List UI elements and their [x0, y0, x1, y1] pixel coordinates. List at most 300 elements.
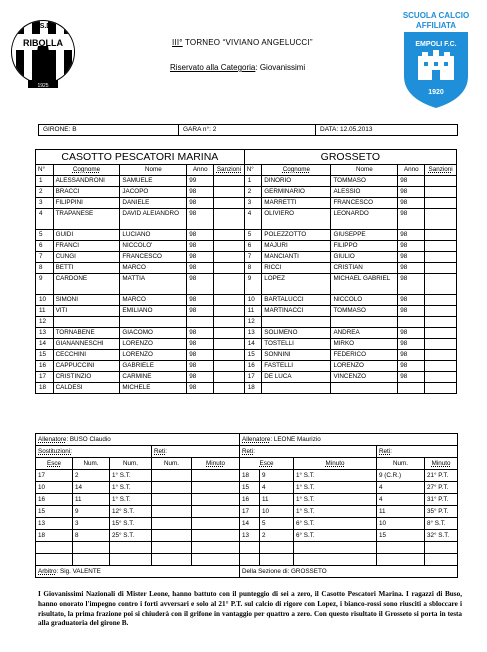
away-goals-label: Reti: — [377, 446, 458, 458]
home-goals-label: Reti: — [152, 446, 240, 458]
roster-cell: FRANCESCO — [331, 198, 398, 209]
svg-text:AFFILIATA: AFFILIATA — [415, 21, 457, 30]
referee: Arbitro: Sig. VALENTE — [36, 566, 240, 578]
roster-cell — [262, 383, 331, 394]
subs-row — [36, 542, 458, 554]
subs-cell: 6° S.T. — [294, 518, 377, 530]
roster-cell: 5 — [36, 230, 54, 241]
svg-text:1920: 1920 — [428, 89, 444, 96]
sanction-cell — [214, 198, 244, 209]
roster-cell: BETTI — [53, 263, 120, 274]
roster-cell: GIULIO — [331, 252, 398, 263]
svg-text:RIBOLLA: RIBOLLA — [23, 38, 63, 48]
roster-cell: LUCIANO — [120, 230, 187, 241]
home-subs-label: Sostituzioni: — [36, 446, 152, 458]
roster-cell: DE LUCA — [262, 372, 331, 383]
subs-cell: 1° S.T. — [110, 470, 152, 482]
roster-cell: GABRIELE — [120, 361, 187, 372]
subs-cell — [36, 542, 73, 554]
roster-cell: 17 — [36, 372, 54, 383]
subs-cell — [192, 518, 240, 530]
roster-cell: 98 — [398, 328, 425, 339]
subs-cell: 4 — [377, 494, 425, 506]
roster-cell: 9 — [244, 274, 262, 295]
roster-cell: FEDERICO — [331, 350, 398, 361]
roster-cell: DINORIO — [262, 176, 331, 187]
roster-cell: CALDESI — [53, 383, 120, 394]
roster-cell: NICCOLO — [331, 295, 398, 306]
subs-row — [36, 518, 458, 530]
sanction-cell — [214, 263, 244, 274]
subs-row — [36, 530, 458, 542]
roster-cell: 15 — [36, 350, 54, 361]
roster-cell: 5 — [244, 230, 262, 241]
sanction-cell — [425, 328, 457, 339]
roster-cell: LEONARDO — [331, 209, 398, 230]
roster-cell: ALESSANDRONI — [53, 176, 120, 187]
subs-cell — [192, 470, 240, 482]
roster-cell: 6 — [36, 241, 54, 252]
roster-row — [36, 328, 457, 339]
subs-cell: 12° S.T. — [110, 506, 152, 518]
roster-cell: SOLIMENO — [262, 328, 331, 339]
roster-cell: 98 — [398, 306, 425, 317]
roster-cell: GERMINARIO — [262, 187, 331, 198]
roster-cell: MANCIANTI — [262, 252, 331, 263]
subs-cell — [152, 554, 192, 566]
roster-cell: 98 — [398, 339, 425, 350]
roster-cell: CAPPUCCINI — [53, 361, 120, 372]
roster-row — [36, 187, 457, 198]
roster-cell: CECCHINI — [53, 350, 120, 361]
subs-row — [36, 470, 458, 482]
subs-row — [36, 506, 458, 518]
roster-cell: BRACCI — [53, 187, 120, 198]
roster-cell: 16 — [36, 361, 54, 372]
subs-cell — [377, 554, 425, 566]
roster-cell: 98 — [398, 241, 425, 252]
roster-table — [35, 149, 457, 394]
sanction-cell — [425, 176, 457, 187]
away-team-name: GROSSETO — [244, 150, 456, 165]
sanction-cell — [425, 339, 457, 350]
roster-cell: 98 — [398, 209, 425, 230]
roster-cell: MARTINACCI — [262, 306, 331, 317]
subs-cell — [192, 530, 240, 542]
roster-cell: BARTALUCCI — [262, 295, 331, 306]
subs-cell: 1° S.T. — [110, 482, 152, 494]
roster-cell: 98 — [398, 361, 425, 372]
data: DATA: 12.05.2013 — [316, 125, 458, 136]
sanction-cell — [425, 306, 457, 317]
subs-cell — [152, 518, 192, 530]
roster-cell: 2 — [244, 187, 262, 198]
sanction-cell — [214, 339, 244, 350]
roster-cell: LOPEZ — [262, 274, 331, 295]
sanction-cell — [425, 295, 457, 306]
roster-cell: POLEZZOTTO — [262, 230, 331, 241]
subs-cell: 25° S.T. — [110, 530, 152, 542]
subs-cell: 9 — [73, 506, 110, 518]
subs-cell: 15 — [36, 506, 73, 518]
subs-cell — [192, 482, 240, 494]
roster-cell: 98 — [187, 252, 214, 263]
roster-cell: ALESSIO — [331, 187, 398, 198]
subs-cell: 1° S.T. — [294, 482, 377, 494]
roster-cell: 98 — [398, 198, 425, 209]
roster-cell: 15 — [244, 350, 262, 361]
roster-cell: 1 — [36, 176, 54, 187]
roster-cell: 12 — [244, 317, 262, 328]
roster-cell: NICCOLO' — [120, 241, 187, 252]
roster-cell — [398, 317, 425, 328]
referee-section: Della Sezione di: GROSSETO — [240, 566, 458, 578]
roster-cell: LORENZO — [331, 361, 398, 372]
roster-cell: 98 — [187, 328, 214, 339]
roster-cell — [398, 383, 425, 394]
roster-cell: 4 — [244, 209, 262, 230]
roster-cell: GUIDI — [53, 230, 120, 241]
subs-cell: 11 — [260, 494, 294, 506]
subs-cell — [240, 554, 260, 566]
roster-cell: 99 — [187, 176, 214, 187]
away-coach: Allenatore: LEONE Maurizio — [240, 434, 458, 446]
subs-cell — [192, 554, 240, 566]
roster-cell: 98 — [398, 230, 425, 241]
roster-header: N° Cognome Nome Anno Sanzioni N° Cognome Nome Anno Sanzioni — [36, 165, 457, 176]
roster-cell: 6 — [244, 241, 262, 252]
subs-cell: 27° P.T. — [425, 482, 458, 494]
roster-cell: 98 — [187, 209, 214, 230]
roster-cell: FILIPPO — [331, 241, 398, 252]
sanction-cell — [214, 361, 244, 372]
subs-cell: 11 — [377, 506, 425, 518]
roster-cell: 2 — [36, 187, 54, 198]
sanction-cell — [425, 230, 457, 241]
roster-cell: CRISTIAN — [331, 263, 398, 274]
roster-cell: CRISTINZIO — [53, 372, 120, 383]
roster-row — [36, 339, 457, 350]
roster-cell: 98 — [187, 198, 214, 209]
roster-cell: 12 — [36, 317, 54, 328]
roster-cell: 18 — [36, 383, 54, 394]
roster-cell: MICHAEL GABRIEL — [331, 274, 398, 295]
subs-cell — [377, 542, 425, 554]
subs-cell — [294, 554, 377, 566]
sanction-cell — [425, 317, 457, 328]
sanction-cell — [214, 295, 244, 306]
subs-cell: 15 — [240, 482, 260, 494]
subs-cell: 11 — [73, 494, 110, 506]
roster-cell: 98 — [398, 350, 425, 361]
roster-row — [36, 317, 457, 328]
subs-cell: 2 — [260, 530, 294, 542]
subs-cell: 1° S.T. — [294, 506, 377, 518]
sanction-cell — [214, 252, 244, 263]
subs-cell: 21° P.T. — [425, 470, 458, 482]
subs-cell: 14 — [73, 482, 110, 494]
roster-cell: EMILIANO — [120, 306, 187, 317]
roster-cell: SAMUELE — [120, 176, 187, 187]
sanction-cell — [214, 176, 244, 187]
roster-cell: 17 — [244, 372, 262, 383]
roster-cell — [187, 317, 214, 328]
subs-cell — [192, 542, 240, 554]
subs-cell: 13 — [240, 530, 260, 542]
subs-cell: 10 — [36, 482, 73, 494]
subs-cell — [110, 542, 152, 554]
roster-cell: 98 — [398, 176, 425, 187]
roster-cell: 98 — [398, 187, 425, 198]
subs-cell — [192, 494, 240, 506]
ribolla-logo — [10, 6, 76, 110]
roster-cell: DAVID ALEIANDRO — [120, 209, 187, 230]
sanction-cell — [425, 350, 457, 361]
roster-row — [36, 230, 457, 241]
subs-cell: 4 — [260, 482, 294, 494]
roster-cell: MARRETTI — [262, 198, 331, 209]
roster-cell: TOMMASO — [331, 176, 398, 187]
sanction-cell — [214, 372, 244, 383]
roster-cell: 7 — [36, 252, 54, 263]
subs-cell: 8° S.T. — [425, 518, 458, 530]
roster-cell: 98 — [187, 372, 214, 383]
away-subs-label: Reti: — [240, 446, 377, 458]
roster-cell: 98 — [398, 372, 425, 383]
roster-cell: TRAPANESE — [53, 209, 120, 230]
subs-table — [35, 433, 458, 578]
subs-cell — [192, 506, 240, 518]
subs-cell: 17 — [240, 506, 260, 518]
roster-cell: 98 — [187, 263, 214, 274]
svg-text:A.S.D.: A.S.D. — [32, 23, 54, 30]
subs-cell: 16 — [240, 494, 260, 506]
subs-cell: 35° P.T. — [425, 506, 458, 518]
roster-cell: FASTELLI — [262, 361, 331, 372]
roster-cell — [262, 317, 331, 328]
roster-row — [36, 176, 457, 187]
sanction-cell — [425, 361, 457, 372]
roster-cell: VINCENZO — [331, 372, 398, 383]
roster-cell: 14 — [36, 339, 54, 350]
subs-cell — [152, 530, 192, 542]
match-info — [38, 124, 458, 136]
roster-cell: LORENZO — [120, 339, 187, 350]
roster-cell: 4 — [36, 209, 54, 230]
roster-cell — [331, 317, 398, 328]
sanction-cell — [425, 241, 457, 252]
roster-cell: DANIELE — [120, 198, 187, 209]
roster-cell: 98 — [187, 306, 214, 317]
sanction-cell — [425, 383, 457, 394]
roster-cell: 13 — [244, 328, 262, 339]
roster-cell: 3 — [244, 198, 262, 209]
sanction-cell — [214, 306, 244, 317]
subs-cell: 1° S.T. — [294, 470, 377, 482]
subs-cell — [294, 542, 377, 554]
roster-row — [36, 209, 457, 230]
home-coach: Allenatore: BUSO Claudio — [36, 434, 240, 446]
sanction-cell — [425, 187, 457, 198]
roster-cell: 10 — [244, 295, 262, 306]
sanction-cell — [214, 241, 244, 252]
subs-cell — [36, 554, 73, 566]
subs-row — [36, 494, 458, 506]
roster-cell: 98 — [398, 252, 425, 263]
roster-cell: 98 — [187, 339, 214, 350]
roster-cell: 98 — [398, 274, 425, 295]
subs-cell — [425, 542, 458, 554]
roster-cell: MARCO — [120, 295, 187, 306]
roster-cell: 3 — [36, 198, 54, 209]
subs-cell — [73, 554, 110, 566]
roster-cell: 9 — [36, 274, 54, 295]
roster-cell: 16 — [244, 361, 262, 372]
roster-row — [36, 372, 457, 383]
roster-cell: 8 — [36, 263, 54, 274]
roster-cell: 1 — [244, 176, 262, 187]
subs-cell: 31° P.T. — [425, 494, 458, 506]
roster-row — [36, 198, 457, 209]
home-team-name: CASOTTO PESCATORI MARINA — [36, 150, 245, 165]
roster-cell: LORENZO — [120, 350, 187, 361]
sanction-cell — [425, 252, 457, 263]
subs-cell: 16 — [36, 494, 73, 506]
subs-row — [36, 554, 458, 566]
roster-cell: 98 — [187, 241, 214, 252]
subs-cell: 18 — [36, 530, 73, 542]
roster-cell: 8 — [244, 263, 262, 274]
roster-cell: SIMONI — [53, 295, 120, 306]
gara: GARA n°: 2 — [179, 125, 316, 136]
subs-cell — [152, 482, 192, 494]
roster-cell: 98 — [187, 187, 214, 198]
roster-cell — [331, 383, 398, 394]
subs-cell: 1° S.T. — [294, 494, 377, 506]
roster-cell: 13 — [36, 328, 54, 339]
subs-row — [36, 482, 458, 494]
roster-cell: CUNGI — [53, 252, 120, 263]
roster-row — [36, 252, 457, 263]
subs-cell: 15 — [377, 530, 425, 542]
roster-row — [36, 241, 457, 252]
roster-cell: 11 — [244, 306, 262, 317]
roster-row — [36, 306, 457, 317]
roster-cell: 98 — [398, 263, 425, 274]
roster-cell: FRANCI — [53, 241, 120, 252]
roster-cell: 98 — [187, 274, 214, 295]
subs-cell — [110, 554, 152, 566]
empoli-logo — [390, 6, 482, 110]
subs-cell: 5 — [260, 518, 294, 530]
subs-cell — [152, 470, 192, 482]
roster-cell: VITI — [53, 306, 120, 317]
roster-cell: TORNABENE — [53, 328, 120, 339]
svg-text:SCUOLA CALCIO: SCUOLA CALCIO — [402, 11, 470, 20]
roster-cell: MAJURI — [262, 241, 331, 252]
subs-cell: 4 — [377, 482, 425, 494]
sanction-cell — [425, 274, 457, 295]
roster-row — [36, 263, 457, 274]
subs-header: Esce Num. Num. Num. Minuto Esce Minuto Num. Minuto — [36, 458, 458, 470]
subs-cell: 3 — [73, 518, 110, 530]
roster-cell: MARCO — [120, 263, 187, 274]
roster-cell — [120, 317, 187, 328]
subs-cell — [260, 542, 294, 554]
roster-cell: 18 — [244, 383, 262, 394]
roster-cell: 98 — [187, 230, 214, 241]
subs-cell: 6° S.T. — [294, 530, 377, 542]
subs-cell: 10 — [377, 518, 425, 530]
roster-cell: 7 — [244, 252, 262, 263]
sanction-cell — [214, 317, 244, 328]
sanction-cell — [214, 350, 244, 361]
roster-cell: 98 — [187, 350, 214, 361]
roster-cell: FILIPPINI — [53, 198, 120, 209]
roster-row — [36, 350, 457, 361]
subs-cell: 9 (C.R.) — [377, 470, 425, 482]
roster-cell: CARDONE — [53, 274, 120, 295]
roster-cell: MICHELE — [120, 383, 187, 394]
roster-cell: GIACOMO — [120, 328, 187, 339]
sanction-cell — [214, 274, 244, 295]
match-report: I Giovanissimi Nazionali di Mister Leone, hanno battuto con il punteggio di sei a zero, il Casotto Pescatori Marina. I ragazzi di Buso, hanno onorato l'impegno contro i forti avversari e solo al 21° P.T. sul calcio di rigore con Lopez, i bianco-rossi sono riusciti a sbloccare i risultato, la prima frazione poi si chiuderà con il grifone in vantaggio per quattro a zero. Con questo risultato il Grosseto si porta in testa alla graduatoria del girone B. — [38, 590, 462, 628]
tournament-title: III° TORNEO “VIVIANO ANGELUCCI” — [172, 38, 313, 47]
roster-cell: SONNINI — [262, 350, 331, 361]
sanction-cell — [425, 372, 457, 383]
roster-cell: TOSTELLI — [262, 339, 331, 350]
subs-cell: 15° S.T. — [110, 518, 152, 530]
roster-cell: MATTIA — [120, 274, 187, 295]
subs-cell: 10 — [260, 506, 294, 518]
roster-cell — [53, 317, 120, 328]
subs-cell — [152, 542, 192, 554]
roster-cell: 98 — [398, 295, 425, 306]
roster-cell: 98 — [187, 361, 214, 372]
roster-cell: GIANANNESCHI — [53, 339, 120, 350]
sanction-cell — [214, 328, 244, 339]
roster-cell: 11 — [36, 306, 54, 317]
subs-cell: 13 — [36, 518, 73, 530]
category-line: Riservato alla Categoria: Giovanissimi — [170, 63, 306, 72]
sanction-cell — [425, 209, 457, 230]
svg-text:EMPOLI F.C.: EMPOLI F.C. — [415, 41, 457, 48]
svg-text:1925: 1925 — [37, 83, 49, 89]
subs-cell: 8 — [73, 530, 110, 542]
roster-cell: CARMINE — [120, 372, 187, 383]
roster-cell: 98 — [187, 383, 214, 394]
roster-row — [36, 383, 457, 394]
subs-cell — [152, 494, 192, 506]
roster-cell: RICCI — [262, 263, 331, 274]
subs-cell: 1° S.T. — [110, 494, 152, 506]
subs-cell — [260, 554, 294, 566]
sanction-cell — [214, 209, 244, 230]
subs-cell — [240, 542, 260, 554]
subs-cell: 14 — [240, 518, 260, 530]
sanction-cell — [425, 263, 457, 274]
subs-cell: 2 — [73, 470, 110, 482]
roster-cell: JACOPO — [120, 187, 187, 198]
roster-cell: TOMMASO — [331, 306, 398, 317]
roster-cell: GIUSEPPE — [331, 230, 398, 241]
roster-row — [36, 274, 457, 295]
subs-cell: 32° S.T. — [425, 530, 458, 542]
subs-cell: 9 — [260, 470, 294, 482]
girone: GIRONE: B — [39, 125, 179, 136]
sanction-cell — [214, 383, 244, 394]
sanction-cell — [425, 198, 457, 209]
